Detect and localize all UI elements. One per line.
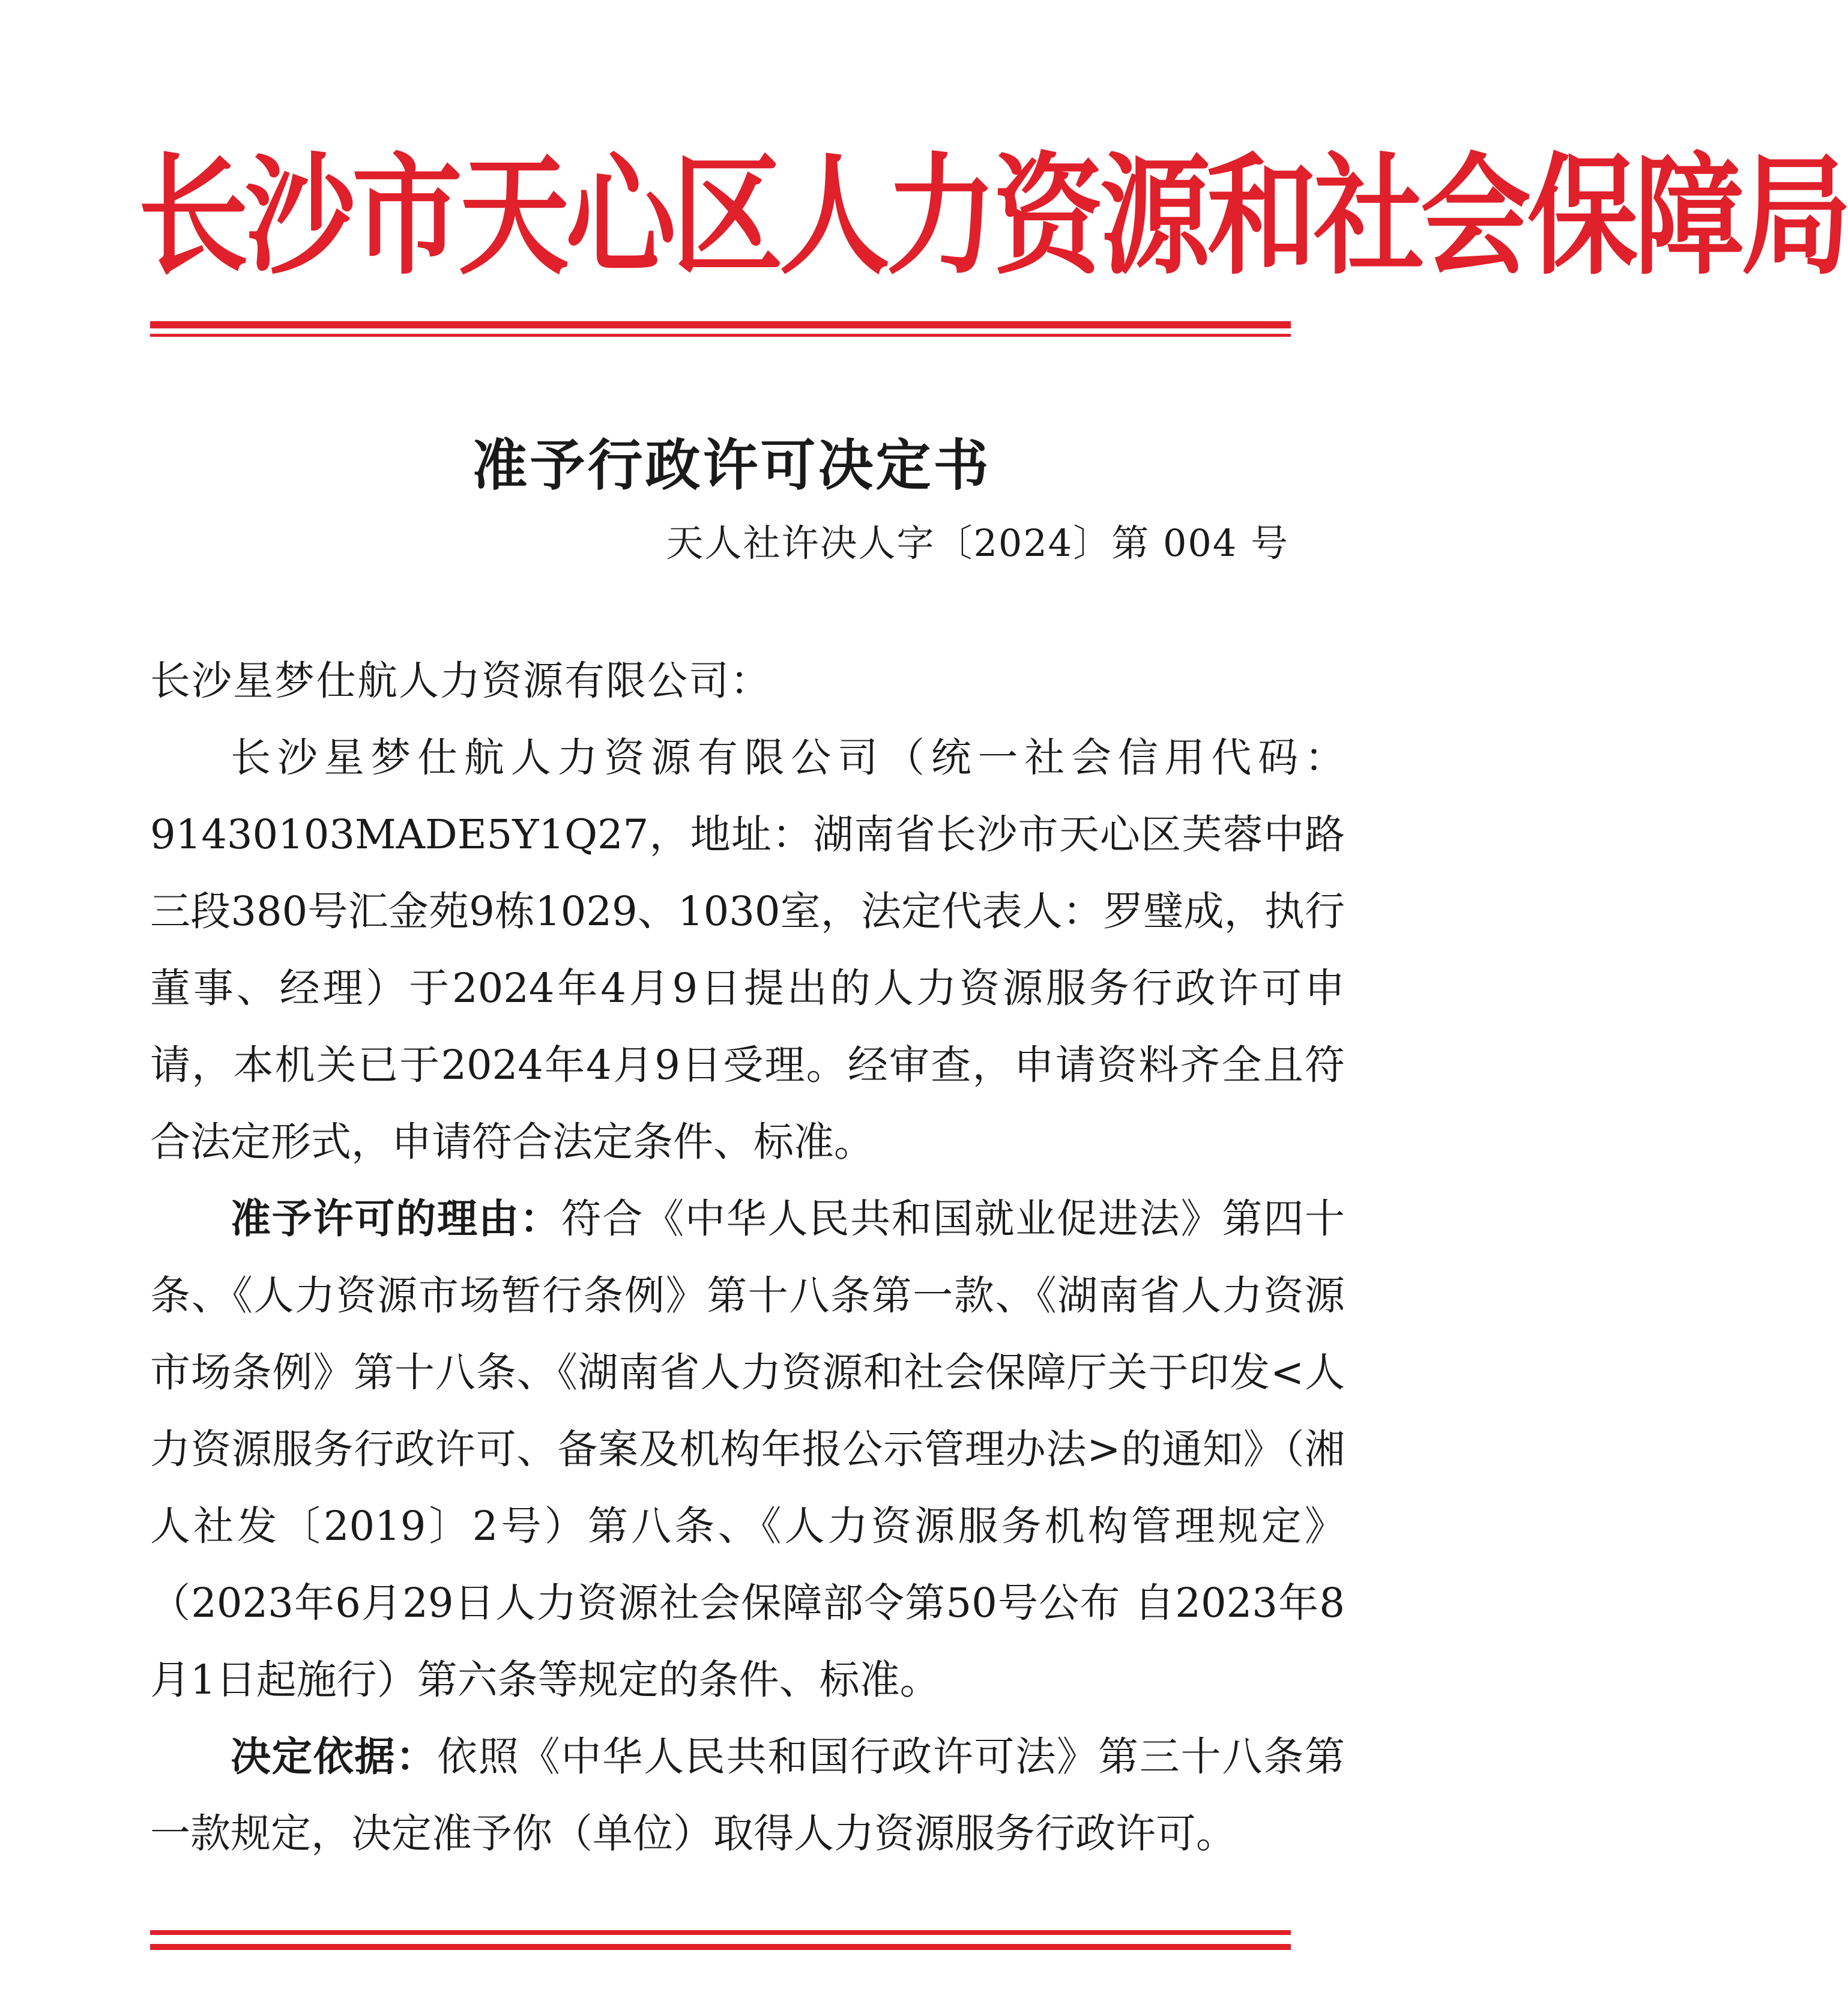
addressee: 长沙星梦仕航人力资源有限公司： <box>150 657 772 704</box>
paragraph-application: 长沙星梦仕航人力资源有限公司（统一社会信用代码：91430103MADE5Y1Q27，地址：湖南省长沙市天心区芙蓉中路三段380号汇金苑9栋1029、1030室，法定代表人：罗璧成，执行董事、经理）于2024年4月9日提出的人力资源服务行政许可申请，本机关已于2024年4月9日受理。经审查，申请资料齐全且符合法定形式，申请符合法定条件、标准。 <box>150 734 1345 1165</box>
document-title: 准予行政许可决定书 <box>472 433 991 498</box>
document-number: 天人社许决人字〔2024〕第 004 号 <box>666 521 1289 565</box>
footer-red-rule-thin <box>150 1930 1291 1935</box>
document-body <box>150 642 1345 1872</box>
reason-text: 符合《中华人民共和国就业促进法》第四十条、《人力资源市场暂行条例》第十八条第一款、《湖南省人力资源市场条例》第十八条、《湖南省人力资源和社会保障厅关于印发<人力资源服务行政许可、备案及机构年报公示管理办法>的通知》（湘人社发〔2019〕2号）第八条、《人力资源服务机构管理规定》（2023年6月29日人力资源社会保障部令第50号公布 自2023年8月1日起施行）第六条等规定的条件、标准。 <box>150 1195 1345 1703</box>
agency-header-title: 长沙市天心区人力资源和社会保障局 <box>138 139 1848 293</box>
paragraph-basis <box>150 1718 1345 1872</box>
basis-label: 决定依据： <box>231 1733 438 1780</box>
header-red-rule-thick <box>150 321 1291 328</box>
basis-text: 依照《中华人民共和国行政许可法》第三十八条第一款规定，决定准予你（单位）取得人力资源服务行政许可。 <box>150 1733 1345 1857</box>
paragraph-reason <box>150 1180 1345 1718</box>
footer-red-rule-thick <box>150 1944 1291 1950</box>
header-red-rule-thin <box>150 334 1291 337</box>
reason-label: 准予许可的理由： <box>231 1195 561 1242</box>
